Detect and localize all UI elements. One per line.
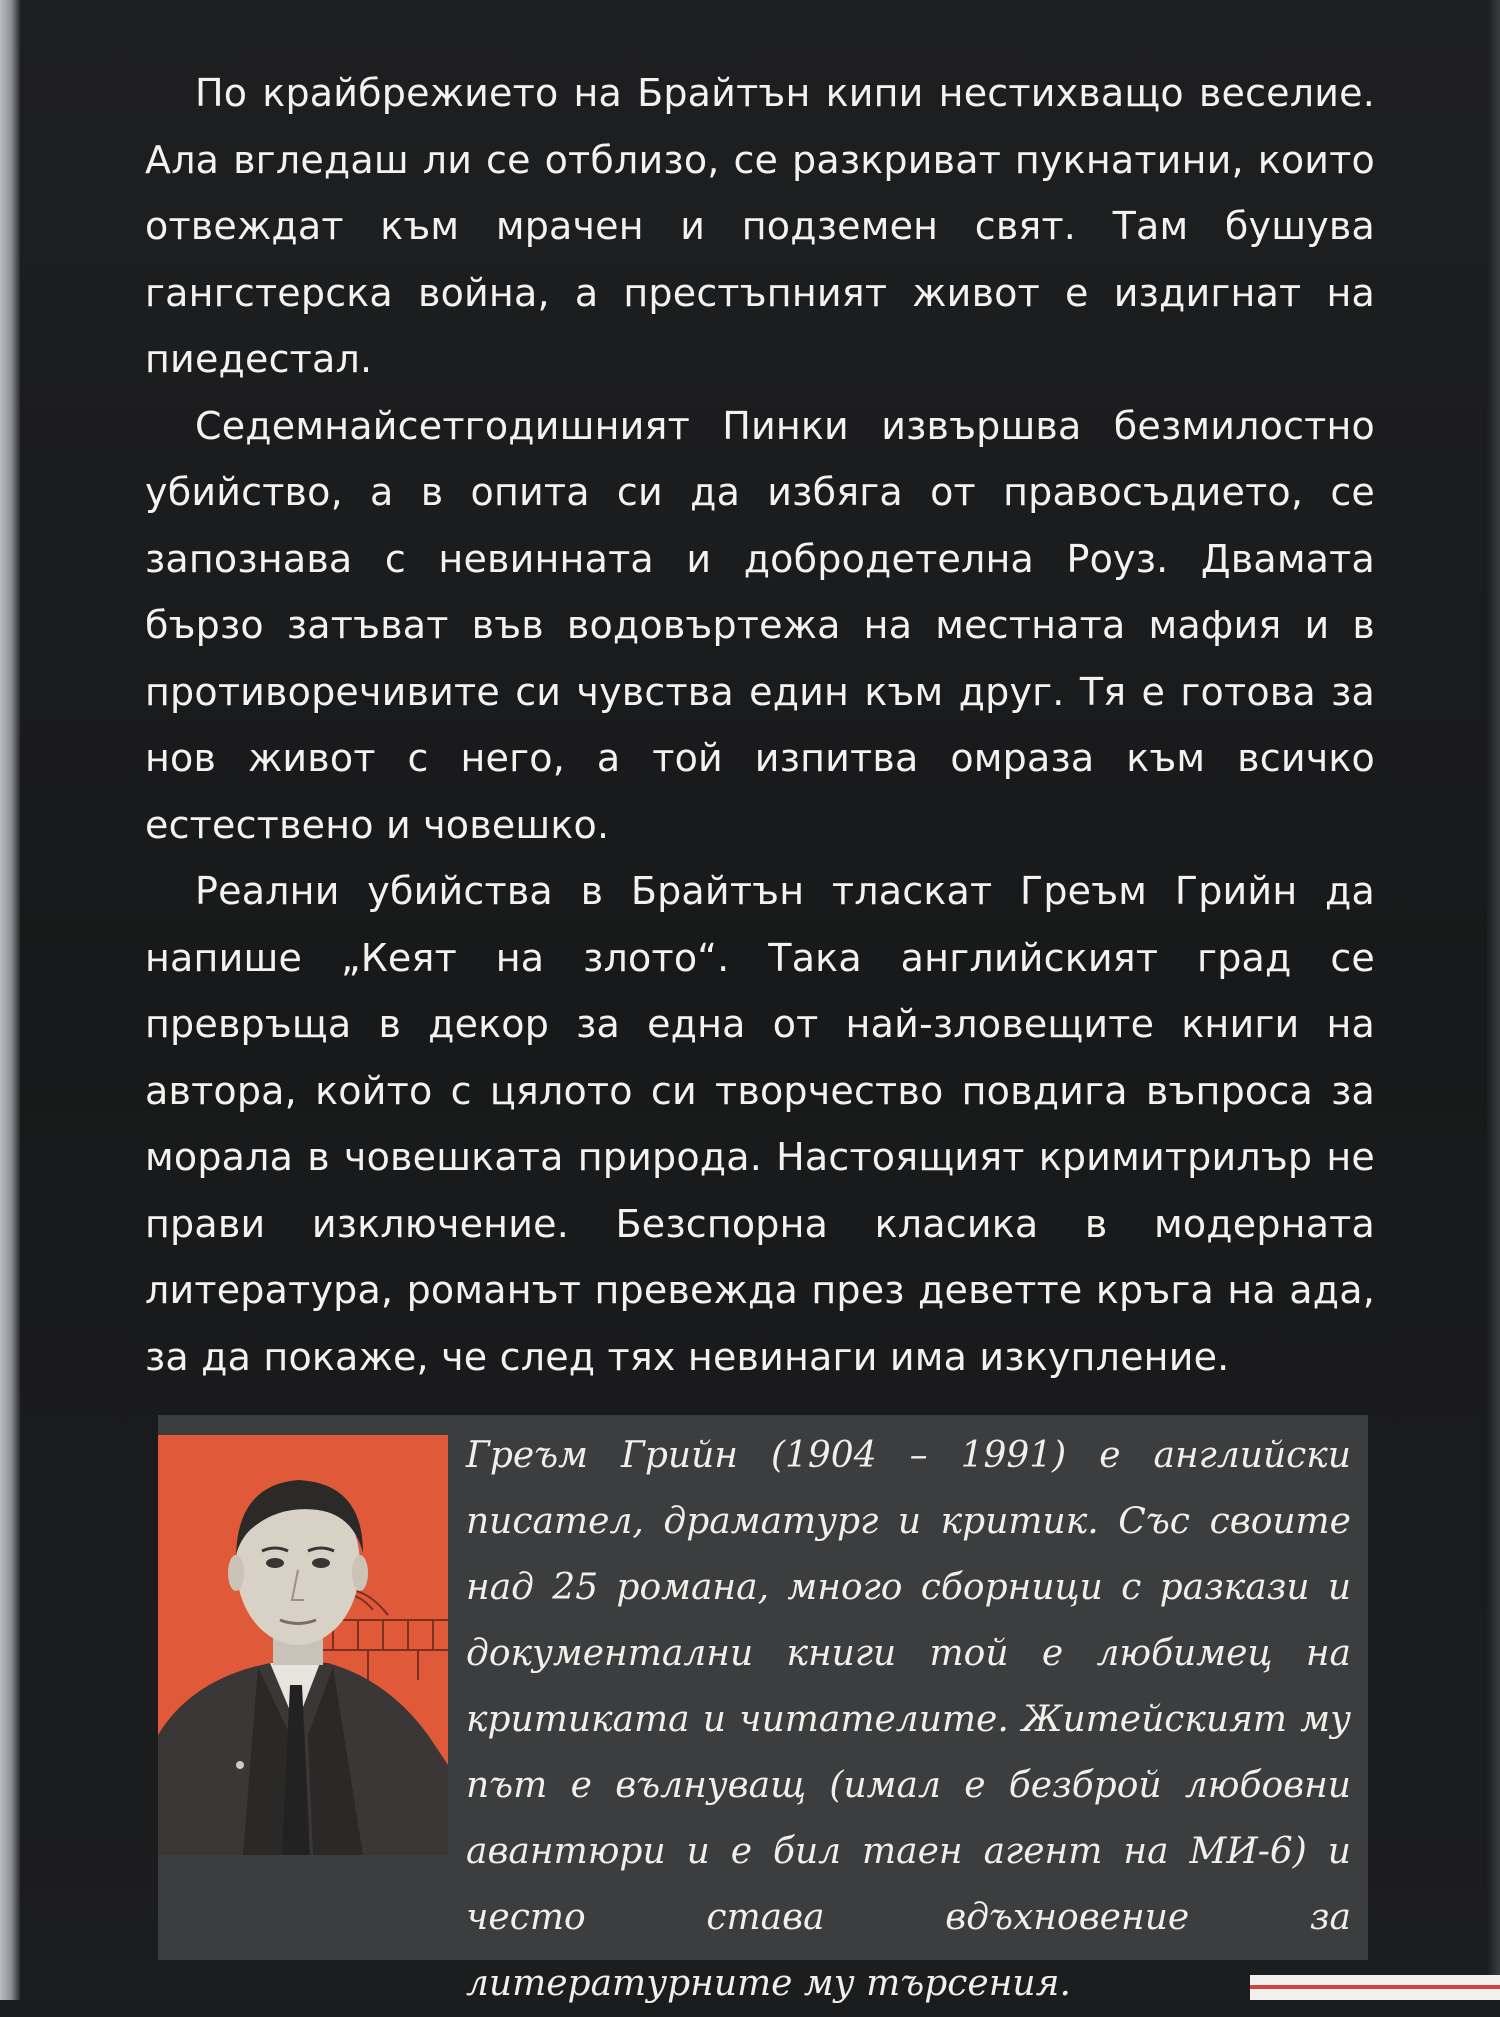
cover-left-edge — [0, 0, 20, 2000]
blurb-paragraph-2: Седемнайсетгодишният Пинки извършва безмилостно убийство, а в опита си да избяга от правосъдието, се запознава с невинната и добродетелна Роуз. Двамата бързо затъват във водовъртежа на местната мафия и в противоречивите си чувства един към друг. Тя е готова за нов живот с него, а той изпитва омраза към всичко естествено и човешко. — [145, 403, 1375, 847]
author-bio: Греъм Грийн (1904 – 1991) е английски писател, драматург и критик. Със своите над 25 романа, много сборници с разкази и документални книги той е любимец на критиката и читателите. Житейският му път е вълнуващ (имал е безброй любовни авантюри и е бил таен агент на МИ-6) и често става вдъхновение за литературните му търсения. — [466, 1435, 1351, 2004]
author-portrait-image — [158, 1435, 448, 1855]
blurb-paragraph-3: Реални убийства в Брайтън тласкат Греъм Грийн да напише „Кеят на злото“. Така английският град се превръща в декор за една от най-зловещите книги на автора, който с цялото си творчество повдига въпроса за морала в човешката природа. Настоящият кримитрилър не прави изключение. Безспорна класика в модерната литература, романът превежда през деветте кръга на ада, за да покаже, че след тях невинаги има изкупление. — [145, 869, 1375, 1379]
blurb-paragraph-1: По крайбрежието на Брайтън кипи нестихващо веселие. Ала вгледаш ли се отблизо, се разкриват пукнатини, които отвеждат към мрачен и подземен свят. Там бушува гангстерска война, а престъпният живот е издигнат на пиедестал. — [145, 71, 1375, 381]
cover-right-edge — [1486, 0, 1500, 2000]
author-photo — [158, 1435, 448, 1855]
price-sticker — [1250, 1975, 1500, 2000]
sticker-stripe — [1250, 1985, 1500, 1989]
book-blurb — [145, 60, 1375, 1390]
author-info-box — [158, 1415, 1368, 2004]
